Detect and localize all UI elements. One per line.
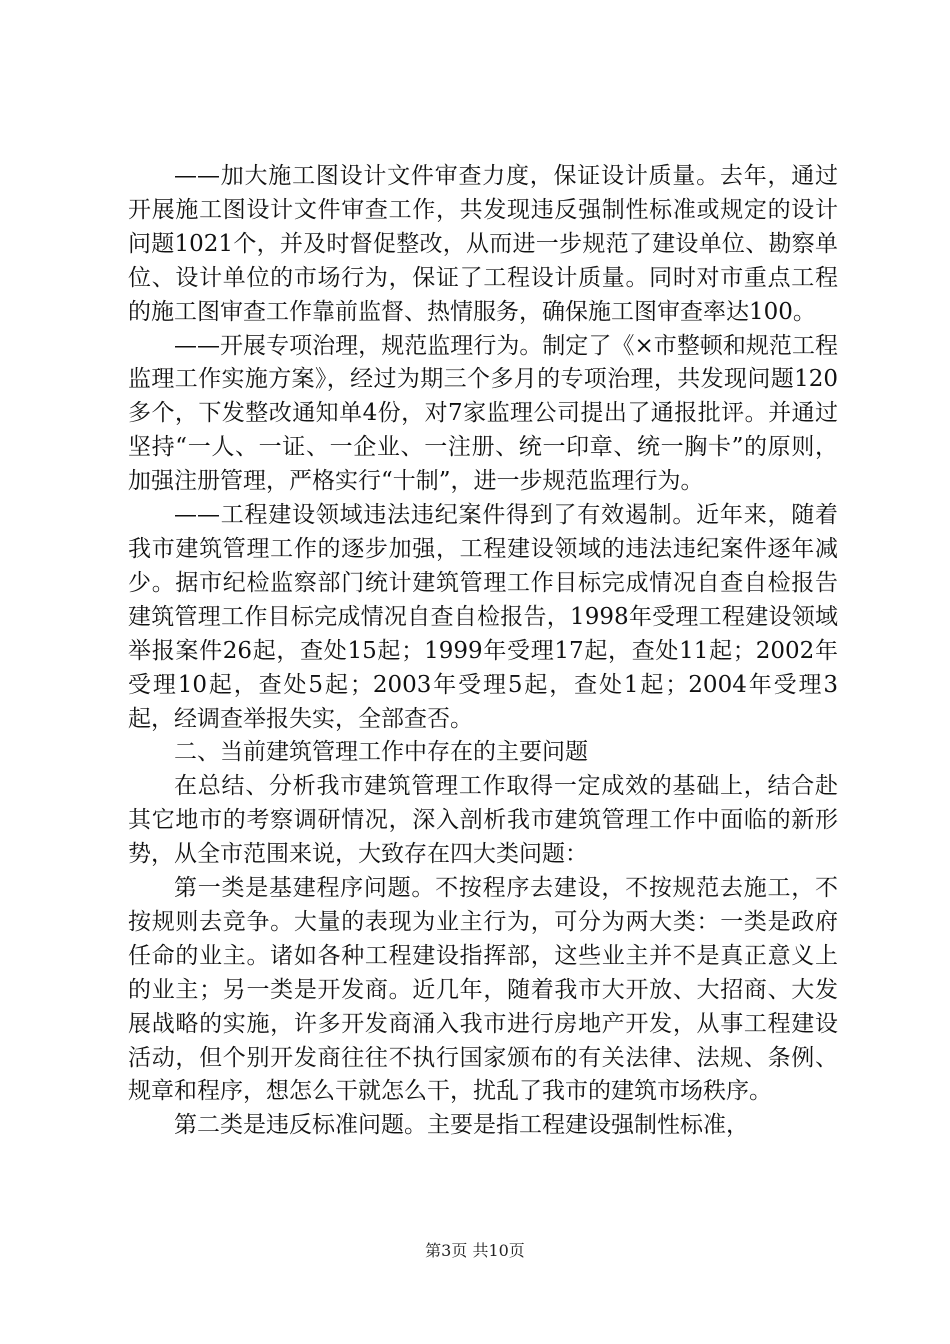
document-body	[128, 160, 838, 1143]
paragraph-first-category: 第一类是基建程序问题。不按程序去建设，不按规范去施工，不按规则去竞争。大量的表现为业主行为，可分为两大类：一类是政府任命的业主。诸如各种工程建设指挥部，这些业主并不是真正意义上的业主；另一类是开发商。近几年，随着我市大开放、大招商、大发展战略的实施，许多开发商涌入我市进行房地产开发，从事工程建设活动，但个别开发商往往不执行国家颁布的有关法律、法规、条例、规章和程序，想怎么干就怎么干，扰乱了我市的建筑市场秩序。	[128, 875, 838, 1105]
page-footer: 第3页 共10页	[425, 1241, 525, 1260]
paragraph-design-review: ——加大施工图设计文件审查力度，保证设计质量。去年，通过开展施工图设计文件审查工作，共发现违反强制性标准或规定的设计问题1021个，并及时督促整改，从而进一步规范了建设单位、勘察单位、设计单位的市场行为，保证了工程设计质量。同时对市重点工程的施工图审查工作靠前监督、热情服务，确保施工图审查率达100。	[128, 163, 838, 325]
paragraph-overview: 在总结、分析我市建筑管理工作取得一定成效的基础上，结合赴其它地市的考察调研情况，深入剖析我市建筑管理工作中面临的新形势，从全市范围来说，大致存在四大类问题：	[128, 773, 838, 868]
paragraph-supervision: ——开展专项治理，规范监理行为。制定了《×市整顿和规范工程监理工作实施方案》，经过为期三个多月的专项治理，共发现问题120多个，下发整改通知单4份，对7家监理公司提出了通报批评。并通过坚持“一人、一证、一企业、一注册、统一印章、统一胸卡”的原则，加强注册管理，严格实行“十制”，进一步规范监理行为。	[128, 332, 838, 495]
section-heading-problems: 二、当前建筑管理工作中存在的主要问题	[174, 739, 588, 766]
paragraph-violation-cases: ——工程建设领域违法违纪案件得到了有效遏制。近年来，随着我市建筑管理工作的逐步加强，工程建设领域的违法违纪案件逐年减少。据市纪检监察部门统计建筑管理工作目标完成情况自查自检报告建筑管理工作目标完成情况自查自检报告，1998年受理工程建设领域举报案件26起，查处15起；1999年受理17起，查处11起；2002年受理10起，查处5起；2003年受理5起，查处1起；2004年受理3起，经调查举报失实，全部查否。	[128, 502, 838, 732]
paragraph-second-category: 第二类是违反标准问题。主要是指工程建设强制性标准，	[174, 1112, 749, 1139]
